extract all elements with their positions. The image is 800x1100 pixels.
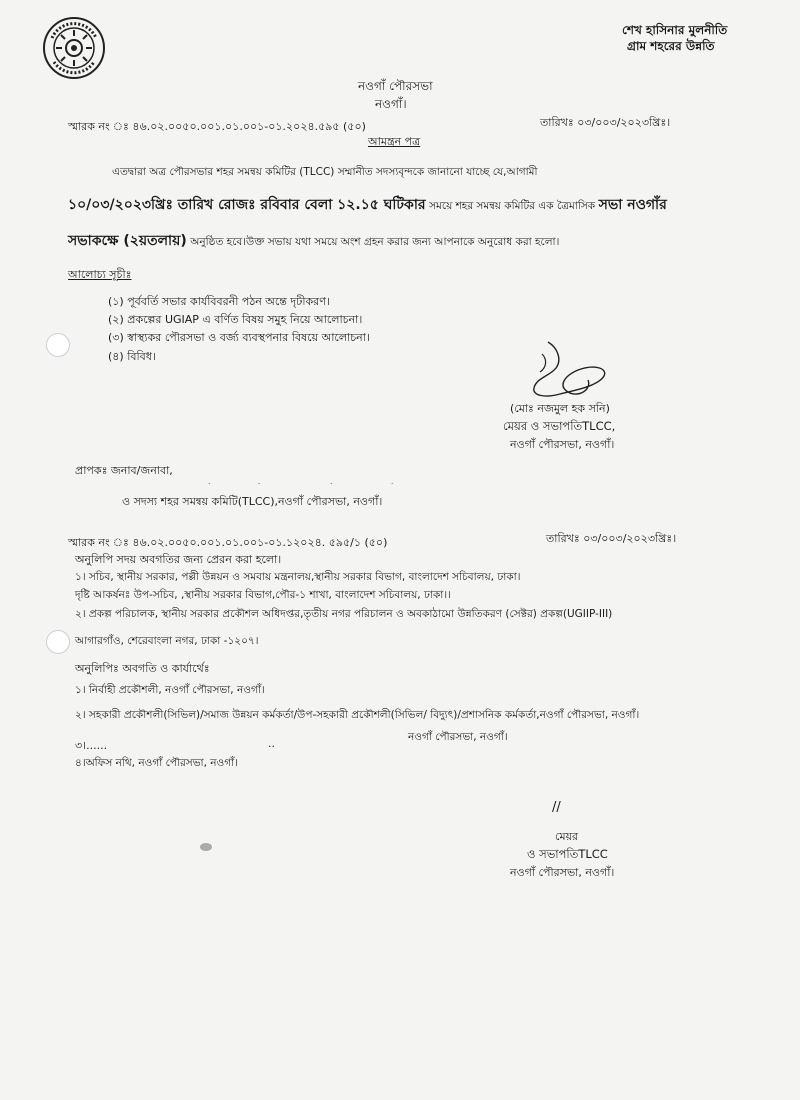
recipient-fill-dots: . . . . xyxy=(208,477,397,486)
ink-smudge xyxy=(200,843,212,851)
meeting-datetime: ১০/০৩/২০২৩খ্রিঃ তারিখ রোজঃ রবিবার বেলা ১২.১৫ ঘটিকার xyxy=(68,197,426,213)
copy-signatory-title-2: ও সভাপতিTLCC xyxy=(527,847,608,861)
punch-hole-upper xyxy=(46,333,70,357)
copy-signatory-office: নওগাঁ পৌরসভা, নওগাঁ। xyxy=(510,866,615,879)
office-city: নওগাঁ। xyxy=(375,97,407,111)
punch-hole-lower xyxy=(46,630,70,654)
copy-signatory-title-1: মেয়র xyxy=(555,830,579,843)
signature-mark: // xyxy=(552,800,561,815)
copy-item-3-blank: .. xyxy=(268,737,275,750)
agenda-item-4: (৪) বিবিধ। xyxy=(108,350,156,363)
copy-reference: স্মারক নং ঃ ৪৬.০২.০০৫০.০০১.০১.০০১-০১.১২০২৪. ৫৯৫/১ (৫০) xyxy=(68,536,388,549)
meeting-venue-start: সভা নওগাঁর xyxy=(598,197,667,213)
meeting-room: সভাকক্ষে (২য়তলায়) xyxy=(68,233,187,249)
copy-date: তারিখঃ ০৩/০০৩/২০২৩খ্রিঃ। xyxy=(546,532,677,545)
body-line-3 xyxy=(68,229,559,253)
body-line-1: এতদ্বারা অত্র পৌরসভার শহর সমন্বয় কমিটির (TLCC) সম্মানীত সদস্যবৃন্দকে জানানো যাচ্ছে যে,আগামী xyxy=(112,166,538,178)
memo-date: তারিখঃ ০৩/০০৩/২০২৩খ্রিঃ। xyxy=(540,116,671,129)
copy-intro-2: অনুলিপিঃ অবগতি ও কার্যার্থেঃ xyxy=(75,662,210,675)
motto-line-2: গ্রাম শহরের উন্নতি xyxy=(627,39,715,53)
agenda-item-1: (১) পূর্ববর্তি সভার কার্যবিবরনী পঠন অন্তে দৃঢীকরণ। xyxy=(108,295,330,308)
memo-title: আমন্ত্রন পত্র xyxy=(368,135,421,148)
memo-reference: স্মারক নং ঃ ৪৬.০২.০০৫০.০০১.০১.০০১-০১.২০২৪.৫৯৫ (৫০) xyxy=(68,120,366,133)
office-name: নওগাঁ পৌরসভা xyxy=(358,79,433,93)
copy-item-4: ৪।অফিস নথি, নওগাঁ পৌরসভা, নওগাঁ। xyxy=(75,757,238,769)
signatory-office: নওগাঁ পৌরসভা, নওগাঁ। xyxy=(510,438,615,451)
agenda-item-2: (২) প্রকল্পের UGIAP এ বর্ণিত বিষয় সমুহ নিয়ে আলোচনা। xyxy=(108,313,363,326)
signatory-name: (মোঃ নজমুল হক সনি) xyxy=(510,402,610,415)
copy-item-2: ২। সহকারী প্রকৌশলী(সিভিল)/সমাজ উন্নয়ন কর্মকর্তা/উপ-সহকারী প্রকৌশলী(সিভিল/ বিদ্যুৎ)/প্রশাসনিক কর্মকর্তা,নওগাঁ পৌরসভা, নওগাঁ। xyxy=(75,709,640,721)
agenda-title: আলোচ্য সূচীঃ xyxy=(68,268,132,281)
copy-line-1b: দৃষ্টি আকর্ষনঃ উপ-সচিব, ,স্থানীয় সরকার বিভাগ,পৌর-১ শাখা, বাংলাদেশ সচিবালয়, ঢাকা।। xyxy=(75,589,451,601)
agenda-item-3: (৩) স্বাস্থ্যকর পৌরসভা ও বর্জ্য ব্যবস্থপনার বিষয়ে আলোচনা। xyxy=(108,331,370,344)
copy-line-2: ২। প্রকল্প পরিচালক, স্থানীয় সরকার প্রকৌশল অধিদপ্তর,তৃতীয় নগর পরিচালন ও অবকাঠামো উন্নতিকরণ (সেক্টর) প্রকল্প(UGIIP-III) xyxy=(75,608,613,620)
copy-item-3-number: ৩।...... xyxy=(75,739,108,752)
body-request: অনুষ্ঠিত হবে।উক্ত সভায় যথা সময়ে অংশ গ্রহন করার জন্য আপনাকে অনুরোধ করা হলো। xyxy=(190,236,560,248)
municipality-seal-logo xyxy=(42,16,106,80)
recipient-line: ও সদস্য শহর সমন্বয় কমিটি(TLCC),নওগাঁ পৌরসভা, নওগাঁ। xyxy=(122,495,383,508)
recipient-label: প্রাপকঃ জনাব/জনাবা, xyxy=(75,464,173,477)
motto-line-1: শেখ হাসিনার মুলনীতি xyxy=(622,23,728,37)
signatory-title: মেয়র ও সভাপতিTLCC, xyxy=(503,419,616,433)
meeting-description: সময়ে শহর সমন্বয় কমিটির এক ত্রৈমাসিক xyxy=(429,200,596,212)
body-line-2 xyxy=(68,193,667,217)
copy-line-1: ১। সচিব, স্থানীয় সরকার, পল্লী উন্নয়ন ও সমবায় মন্ত্রনালয়,স্থানীয় সরকার বিভাগ, বাংলাদেশ সচিবালয়, ঢাকা। xyxy=(75,571,521,583)
copy-line-2b: আগারগাঁও, শেরেবাংলা নগর, ঢাকা -১২০৭। xyxy=(75,635,259,647)
mayor-signature xyxy=(528,338,610,400)
copy-item-1: ১। নির্বাহী প্রকৌশলী, নওগাঁ পৌরসভা, নওগাঁ। xyxy=(75,684,265,696)
copy-intro: অনুলিপি সদয় অবগতির জন্য প্রেরন করা হলো। xyxy=(75,553,282,566)
copy-item-3-office: নওগাঁ পৌরসভা, নওগাঁ। xyxy=(408,731,508,743)
